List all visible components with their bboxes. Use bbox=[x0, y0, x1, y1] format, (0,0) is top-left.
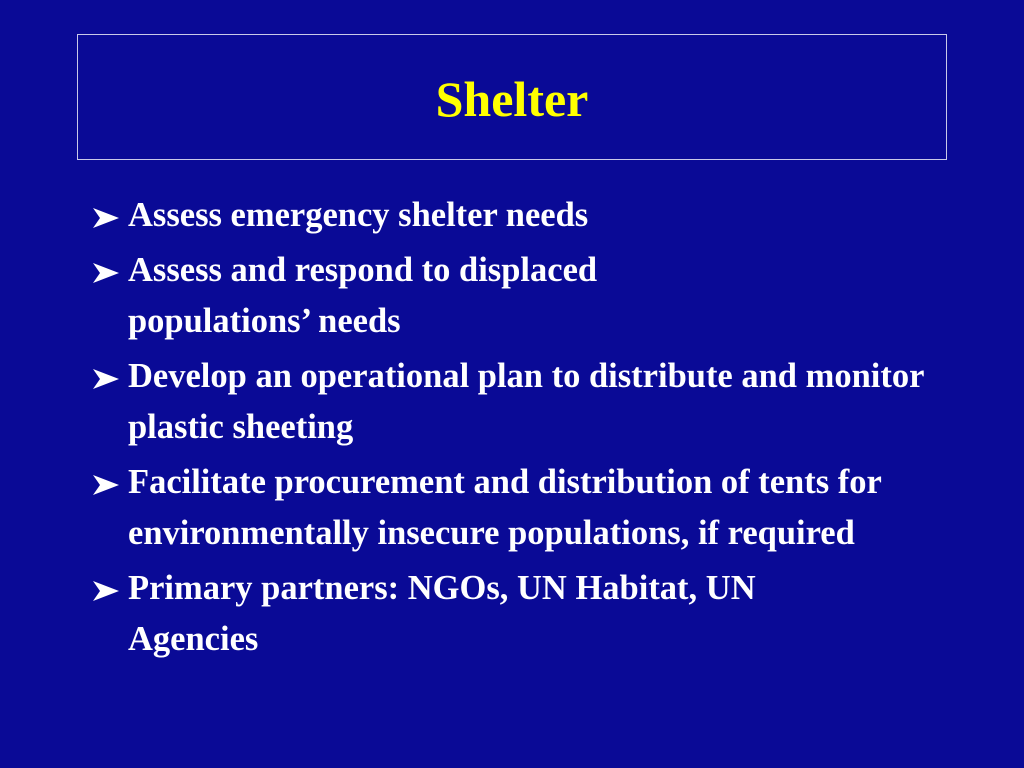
bullet-text: Assess and respond to displaced populations’ needs bbox=[128, 251, 598, 340]
bullet-item bbox=[91, 563, 951, 665]
bullet-text: Assess emergency shelter needs bbox=[128, 196, 589, 234]
bullet-item bbox=[91, 351, 951, 453]
bullet-text: Primary partners: NGOs, UN Habitat, UN Agencies bbox=[128, 569, 756, 658]
bullet-item bbox=[91, 457, 951, 559]
bullet-text: Develop an operational plan to distribute and monitor plastic sheeting bbox=[128, 357, 924, 446]
bullet-item bbox=[91, 190, 951, 241]
arrow-bullet-icon bbox=[91, 473, 121, 497]
slide-title: Shelter bbox=[435, 71, 589, 127]
arrow-bullet-icon bbox=[91, 261, 121, 285]
title-frame bbox=[77, 34, 947, 160]
bullet-item bbox=[91, 245, 951, 347]
arrow-bullet-icon bbox=[91, 579, 121, 603]
arrow-bullet-icon bbox=[91, 367, 121, 391]
bullet-list bbox=[91, 190, 951, 669]
arrow-bullet-icon bbox=[91, 206, 121, 230]
bullet-text: Facilitate procurement and distribution of tents for environmentally insecure populations, if required bbox=[128, 463, 882, 552]
